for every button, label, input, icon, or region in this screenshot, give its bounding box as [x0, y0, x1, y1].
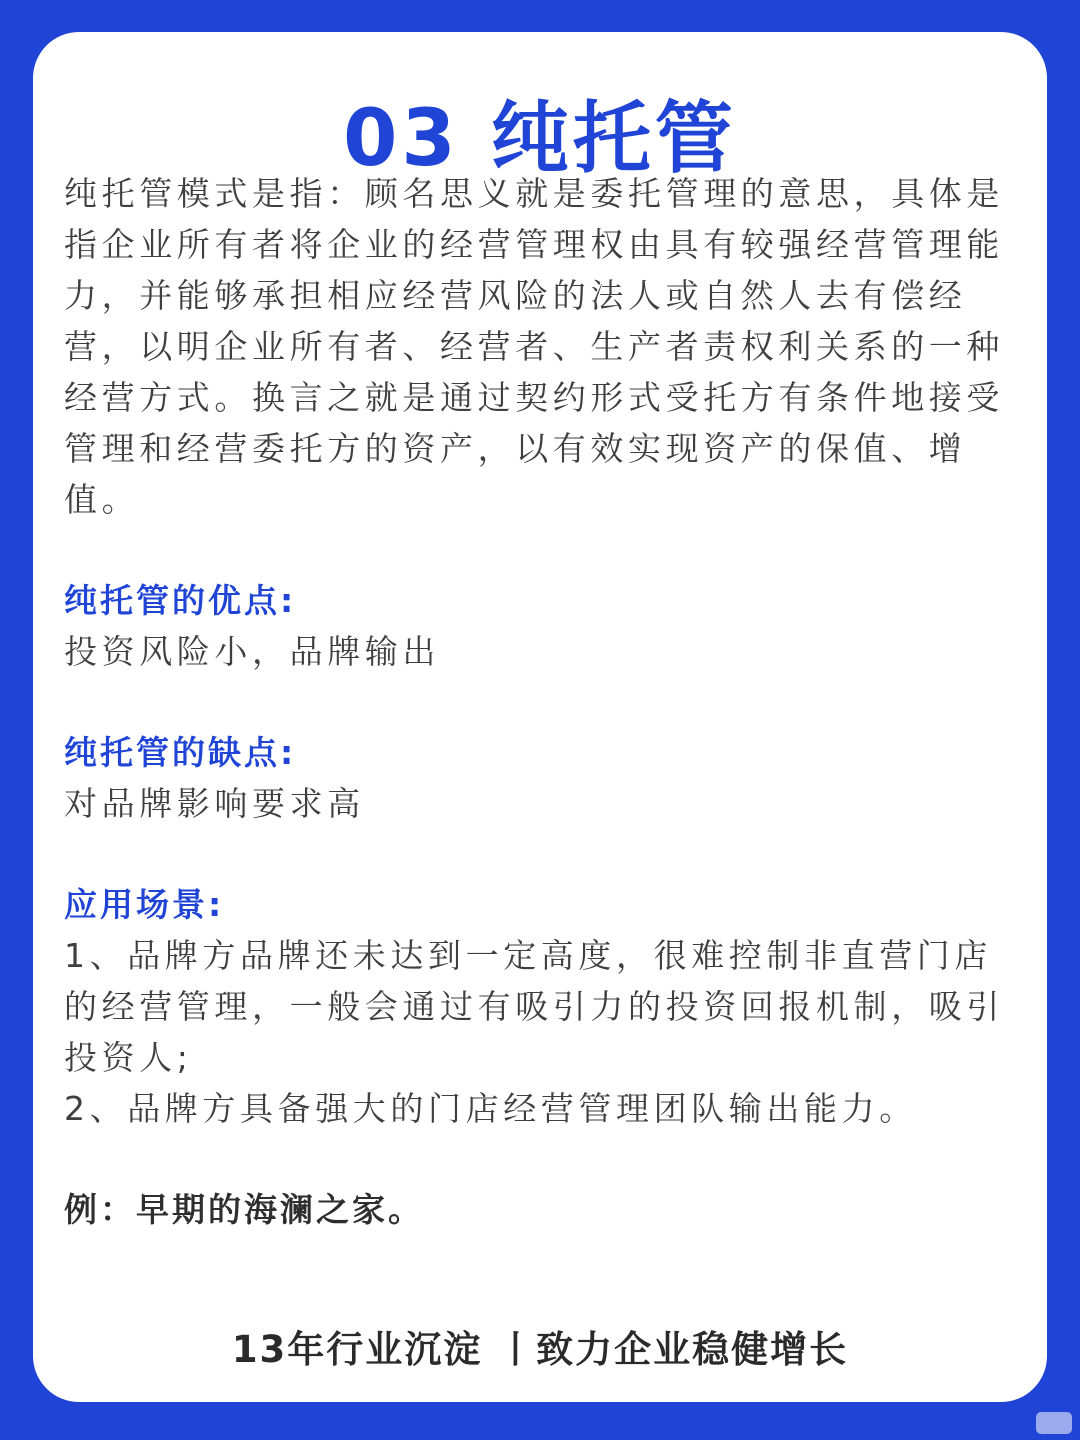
advantages-text: 投资风险小，品牌输出 [64, 632, 440, 671]
spacer [64, 677, 1024, 727]
page-title: 03 纯托管 [343, 94, 737, 184]
spacer [64, 525, 1024, 575]
example-text: 例：早期的海澜之家。 [64, 1190, 424, 1229]
intro-paragraph: 纯托管模式是指：顾名思义就是委托管理的意思，具体是指企业所有者将企业的经营管理权由具有较强经营管理能力，并能够承担相应经营风险的法人或自然人去有偿经营，以明企业所有者、经营者、生产者责权利关系的一种经营方式。换言之就是通过契约形式受托方有条件地接受管理和经营委托方的资产，以有效实现资产的保值、增值。 [64, 174, 1004, 519]
spacer [64, 1134, 1024, 1184]
footer-slogan: 13年行业沉淀 丨致力企业稳健增长 [231, 1328, 849, 1371]
spacer [64, 829, 1024, 879]
scenarios-heading: 应用场景: [64, 885, 225, 924]
advantages-heading: 纯托管的优点: [64, 581, 297, 620]
watermark-badge [1036, 1412, 1072, 1434]
content-card [33, 32, 1047, 1402]
disadvantages-heading: 纯托管的缺点: [64, 733, 297, 772]
scenario-item-1: 1、品牌方品牌还未达到一定高度，很难控制非直营门店的经营管理，一般会通过有吸引力的投资回报机制，吸引投资人; [64, 936, 1004, 1077]
scenario-item-2: 2、品牌方具备强大的门店经营管理团队输出能力。 [64, 1089, 917, 1128]
body-content [64, 168, 1024, 1235]
disadvantages-text: 对品牌影响要求高 [64, 784, 365, 823]
